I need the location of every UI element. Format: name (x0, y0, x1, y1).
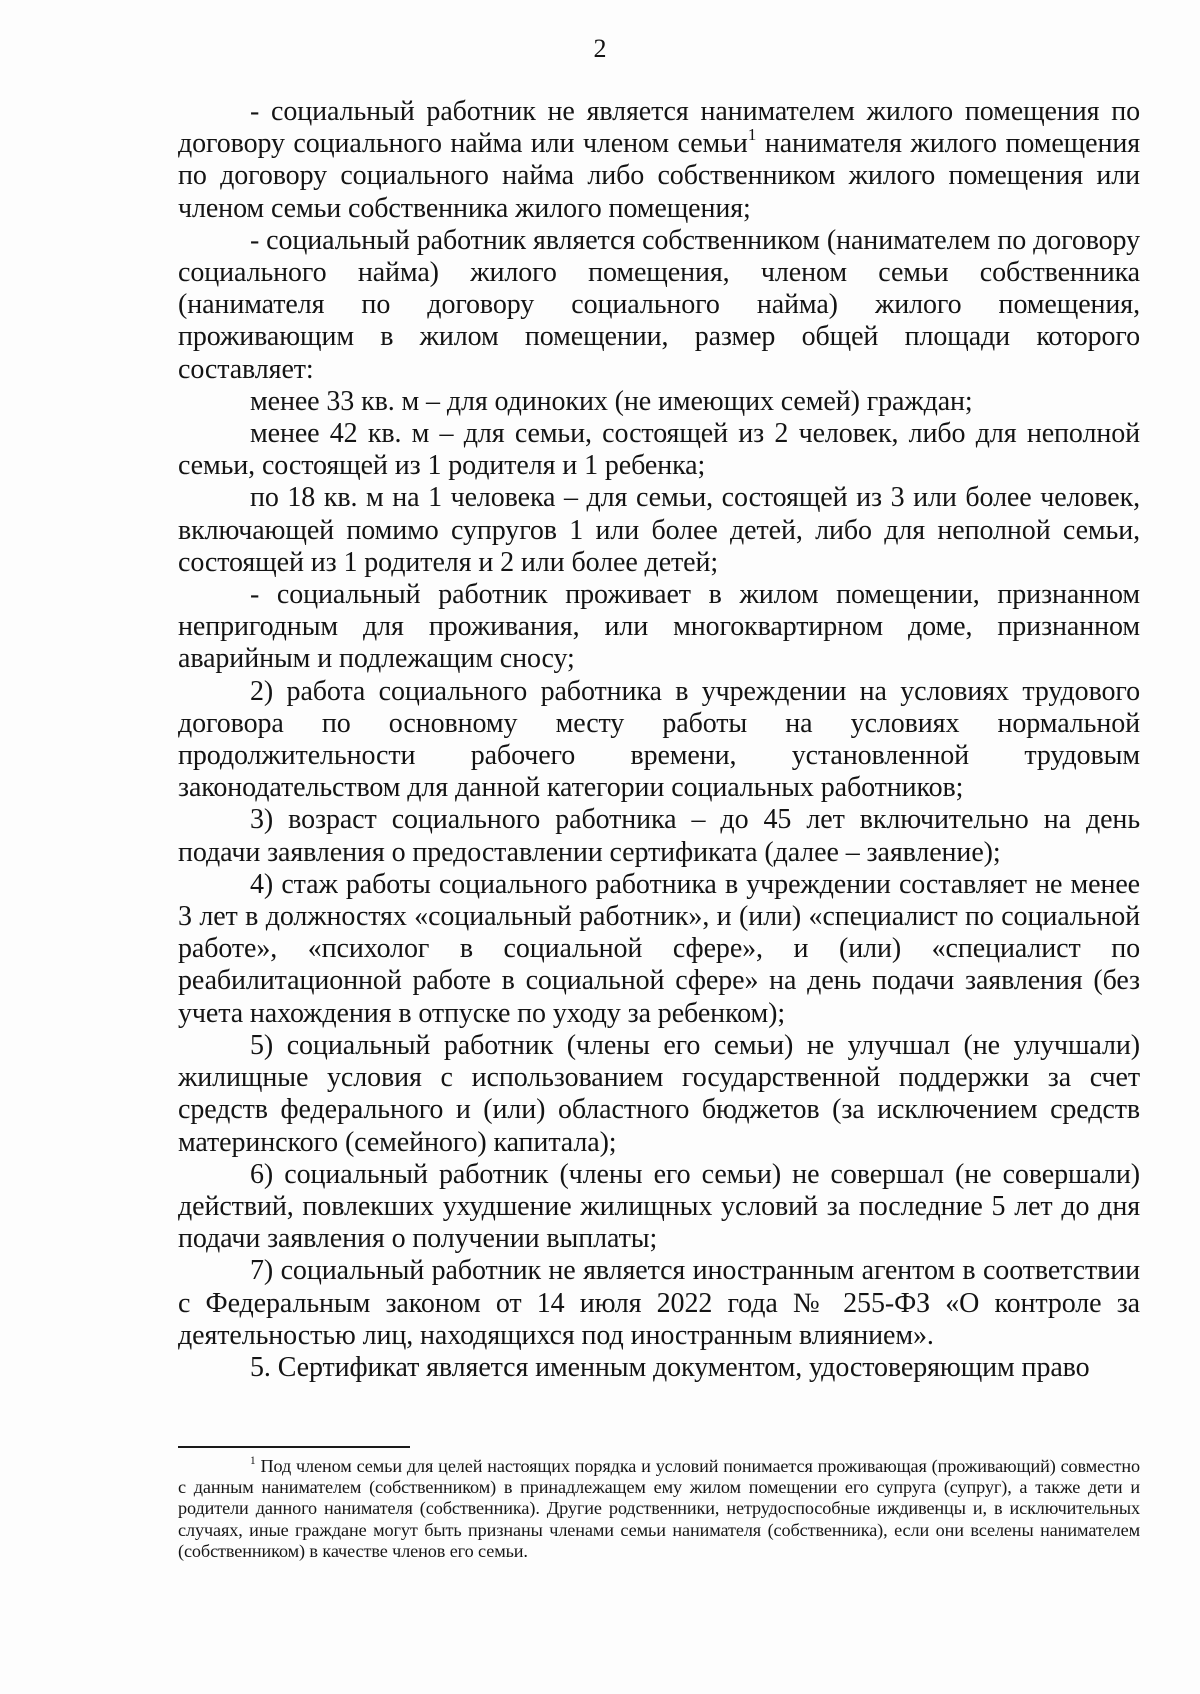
paragraph-item-3: 3) возраст социального работника – до 45 лет включительно на день подачи заявления о предоставлении сертификата (далее – заявление); (178, 804, 1140, 868)
paragraph-housing-tenant (178, 96, 1140, 225)
paragraph-item-4: 4) стаж работы социального работника в учреждении составляет не менее 3 лет в должностях «социальный работник», и (или) «специалист по социальной работе», «психолог в социальной сфере», и (или) «специалист по реабилитационной работе в социальной сфере» на день подачи заявления (без учета нахождения в отпуске по уходу за ребенком); (178, 868, 1140, 1029)
footnote (178, 1456, 1140, 1562)
footnote-separator (178, 1446, 410, 1448)
paragraph-item-5: 5) социальный работник (члены его семьи) не улучшал (не улучшали) жилищные условия с использованием государственной поддержки за счет средств федерального и (или) областного бюджетов (за исключением средств материнского (семейного) капитала); (178, 1029, 1140, 1158)
paragraph-item-7: 7) социальный работник не является иностранным агентом в соответствии с Федеральным законом от 14 июля 2022 года № 255-ФЗ «О контроле за деятельностью лиц, находящихся под иностранным влиянием». (178, 1255, 1140, 1351)
paragraph-section-5: 5. Сертификат является именным документом, удостоверяющим право (250, 1351, 1090, 1383)
page-number: 2 (593, 34, 607, 63)
paragraph-item-6: 6) социальный работник (члены его семьи) не совершал (не совершали) действий, повлекших ухудшение жилищных условий за последние 5 лет до дня подачи заявления о получении выплаты; (178, 1158, 1140, 1255)
footnote-reference: 1 (747, 125, 757, 145)
paragraph-area-per-person: по 18 кв. м на 1 человека – для семьи, состоящей из 3 или более человек, включающей помимо супругов 1 или более детей, либо для неполной семьи, состоящей из 1 родителя и 2 или более детей; (178, 482, 1140, 578)
paragraph-text: - социальный работник не является нанимателем жилого помещения по договору социального найма или членом семьи (178, 96, 1140, 160)
footnote-mark: 1 (250, 1455, 256, 1468)
paragraph-housing-owner: - социальный работник является собственником (нанимателем по договору социального найма) жилого помещения, членом семьи собственника (нанимателя по договору социального найма) жилого помещения, проживающим в жилом помещении, размер общей площади которого составляет: (178, 224, 1140, 385)
paragraph-area-single: менее 33 кв. м – для одиноких (не имеющих семей) граждан; (250, 385, 973, 417)
paragraph-text: нанимателя жилого помещения по договору социального найма либо собственником жилого помещения или членом семьи собственника жилого помещения; (178, 128, 1141, 224)
paragraph-area-two: менее 42 кв. м – для семьи, состоящей из 2 человек, либо для неполной семьи, состоящей из 1 родителя и 1 ребенка; (178, 418, 1140, 482)
paragraph-unfit-housing: - социальный работник проживает в жилом помещении, признанном непригодным для проживания, или многоквартирном доме, признанном аварийным и подлежащим сносу; (178, 579, 1140, 675)
paragraph-item-2: 2) работа социального работника в учреждении на условиях трудового договора по основному месту работы на условиях нормальной продолжительности рабочего времени, установленной трудовым законодательством для данной категории социальных работников; (178, 675, 1140, 804)
document-body (178, 96, 1140, 1384)
footnote-text: Под членом семьи для целей настоящих порядка и условий понимается проживающая (проживающий) совместно с данным нанимателем (собственником) в принадлежащем ему жилом помещении его супруга (супруг), а также дети и родители данного нанимателя (собственника). Другие родственники, нетрудоспособные иждивенцы и, в исключительных случаях, иные граждане могут быть признаны членами семьи нанимателя (собственника), если они вселены нанимателем (собственником) в качестве членов его семьи. (178, 1456, 1140, 1561)
